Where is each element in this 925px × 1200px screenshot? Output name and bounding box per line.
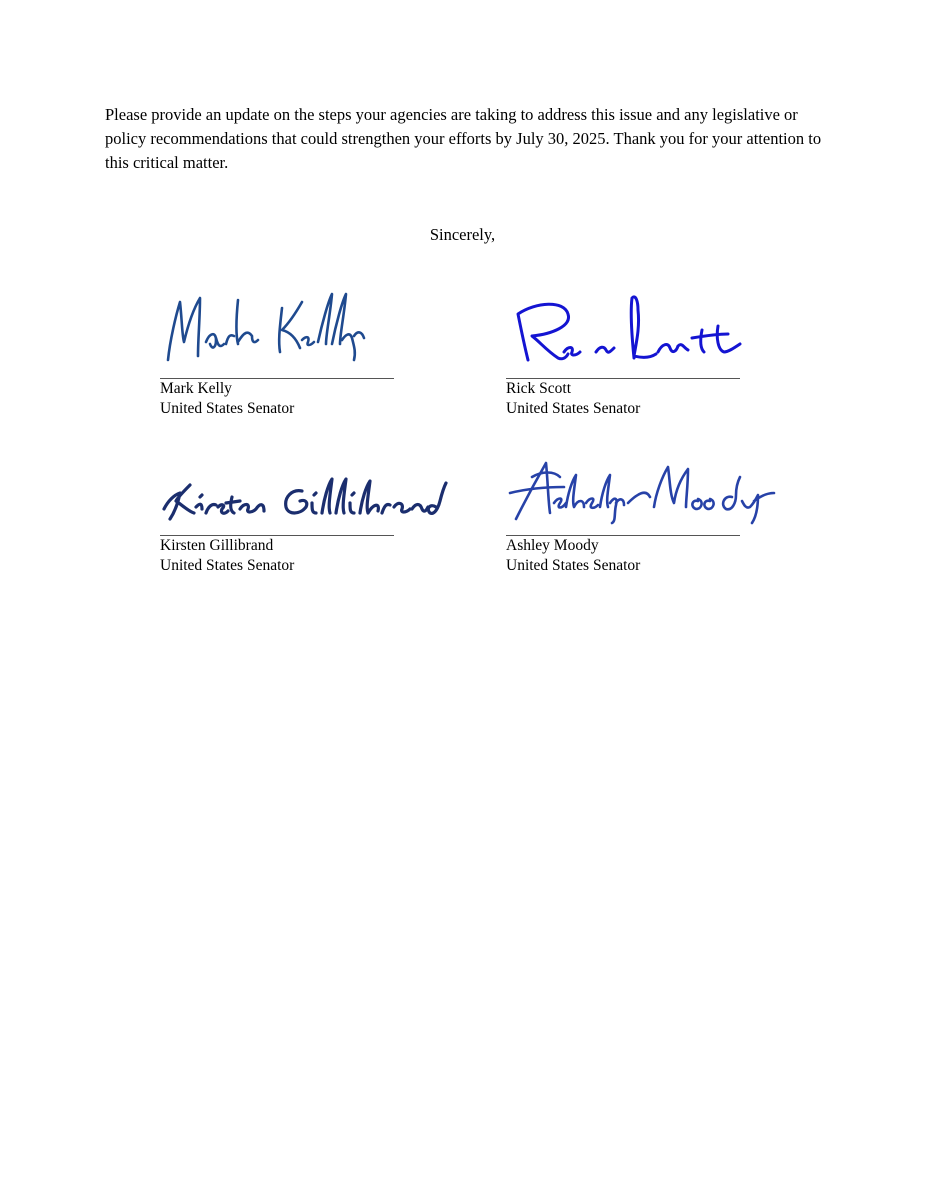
signature-rick-scott-drawing: [506, 280, 746, 365]
signatory-name: Ashley Moody: [506, 537, 599, 554]
signature-kirsten-gillibrand-drawing: [160, 437, 450, 522]
signatory-name: Mark Kelly: [160, 380, 232, 397]
signature-mark-kelly: [160, 280, 400, 365]
letter-body-paragraph: Please provide an update on the steps your agencies are taking to address this issue and any legislative or policy recommendations that could strengthen your efforts by July 30, 2025. Thank you for your attention to this critical matter.: [105, 105, 822, 172]
signatory-title: United States Senator: [160, 400, 295, 417]
signature-mark-kelly-drawing: [160, 280, 400, 365]
letter-closing: Sincerely,: [429, 225, 496, 244]
signature-rick-scott: [506, 280, 746, 365]
signature-ashley-moody: [506, 437, 776, 522]
signatory-name: Kirsten Gillibrand: [160, 537, 274, 554]
signatory-title: United States Senator: [506, 400, 641, 417]
signatory-title: United States Senator: [506, 557, 641, 574]
signature-kirsten-gillibrand: [160, 437, 450, 522]
signatory-title: United States Senator: [160, 557, 295, 574]
signature-ashley-moody-drawing: [506, 437, 776, 522]
signatory-name: Rick Scott: [506, 380, 572, 397]
